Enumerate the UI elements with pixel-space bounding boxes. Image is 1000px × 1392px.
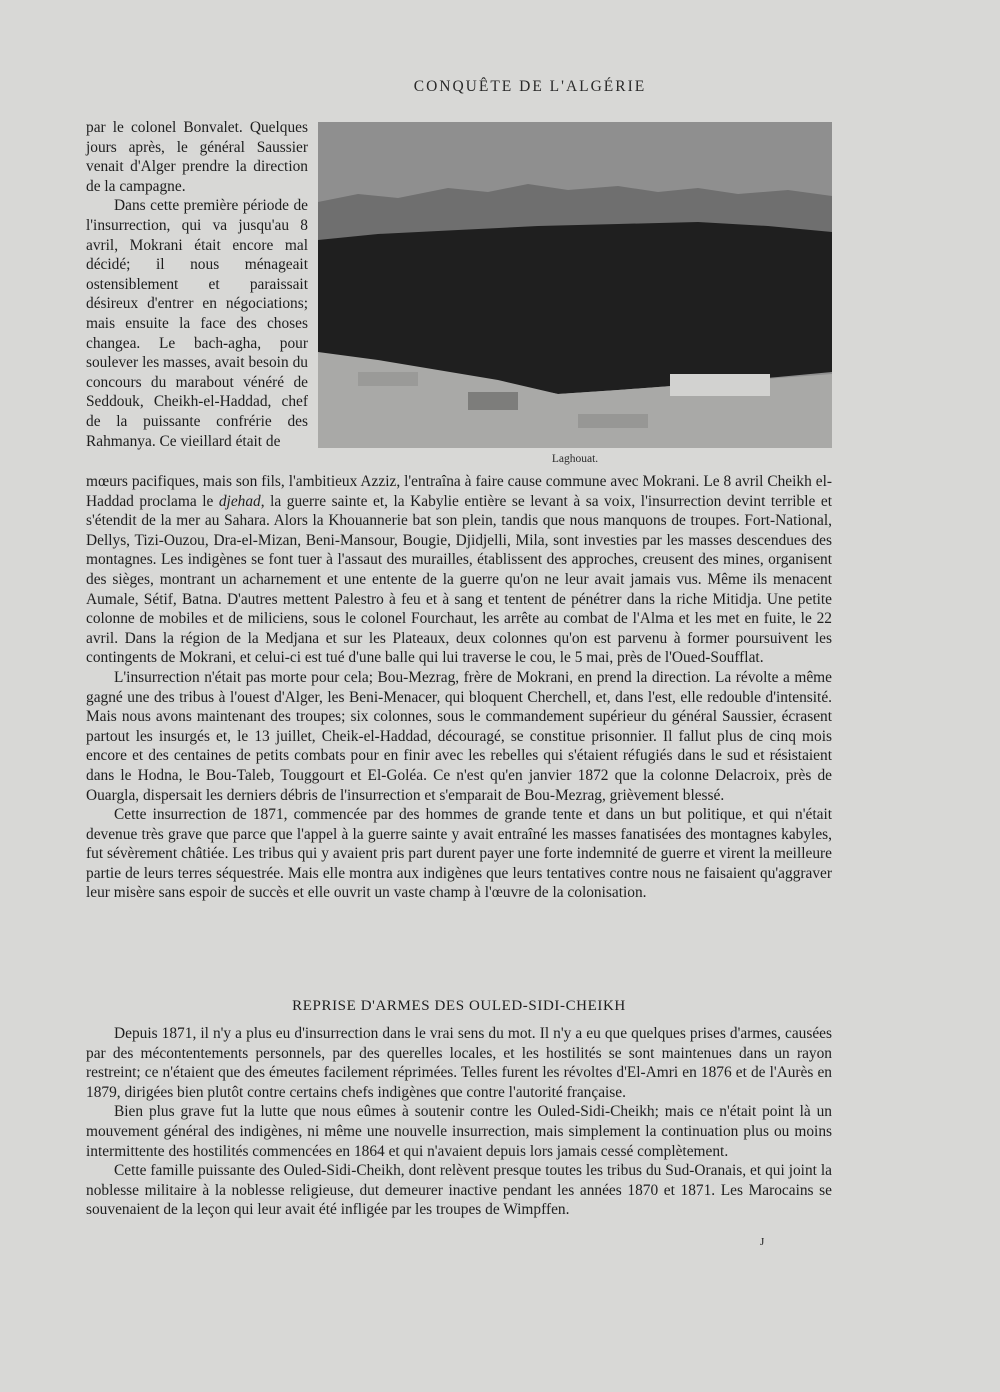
arched-building xyxy=(468,392,518,410)
main-text-block xyxy=(86,472,832,903)
figure-caption: Laghouat. xyxy=(551,453,599,465)
paragraph: Cette insurrection de 1871, commencée par des hommes de grande tente et dans un but politique, et qui n'était devenue très grave que parce que l'appel à la guerre sainte y avait entraîné les masses fanatisées des montagnes kabyles, fut sévèrement châtiée. Les tribus qui y avaient pris part durent payer une forte indemnité de guerre et virent la meilleure partie de leurs terres séquestrée. Mais elle montra aux indigènes que leurs tentatives contre nous ne faisaient qu'aggraver leur misère sans espoir de succès et elle ouvrit un vaste champ à l'œuvre de la colonisation. xyxy=(86,806,832,902)
narrow-column-text xyxy=(86,118,308,451)
house-block xyxy=(578,414,648,428)
house-block xyxy=(358,372,418,386)
text-run: , la guerre sainte et, la Kabylie entière se levant à sa voix, l'insurrection devint terrible et s'étendit de la mer au Sahara. Alors la Khouannerie bat son plein, tandis que nous manquons de troupes. Fort-National, Dellys, Tizi-Ouzou, Dra-el-Mizan, Beni-Mansour, Bougie, Djidjelli, Mila, sont investies par les masses descendues des montagnes. Les indigènes se font tuer à l'assaut des murailles, établissent des approches, creusent des mines, organisent des sièges, montrant un acharnement et une entente de la guerre qu'on ne leur avait jamais vus. Même ils menacent Aumale, Sétif, Batna. D'autres mettent Palestro à feu et à sang et tentent de pénétrer dans la riche Mitidja. Une petite colonne de mobiles et de miliciens, sous le colonel Fourchaut, les arrête au combat de l'Alma et les met en fuite, le 22 avril. Dans la région de la Medjana et sur les Plateaux, deux colonnes qu'on est parvenu à former poursuivent les contingents de Mokrani, et celui-ci est tué d'une balle qui lui traverse le cou, le 5 mai, près de l'Oued-Soufflat. xyxy=(86,492,832,667)
paragraph: Cette famille puissante des Ouled-Sidi-Cheikh, dont relèvent presque toutes les tribus du Sud-Oranais, et qui joint la noblesse militaire à la noblesse religieuse, dut demeurer inactive pendant les années 1870 et 1871. Les Marocains se souvenaient de la leçon qui leur avait été infligée par les troupes de Wimpffen. xyxy=(86,1162,832,1219)
italic-term: djehad xyxy=(218,492,261,510)
paragraph-continuation xyxy=(86,472,832,668)
paragraph: par le colonel Bonvalet. Quelques jours après, le général Saussier venait d'Alger prendre la direction de la campagne. xyxy=(86,119,308,195)
paragraph: L'insurrection n'était pas morte pour cela; Bou-Mezrag, frère de Mokrani, en prend la direction. La révolte a même gagné une des tribus à l'ouest d'Alger, les Beni-Menacer, qui bloquent Cherchell, et, dans l'est, elle redouble d'intensité. Mais nous avons maintenant des troupes; six colonnes, sous le commandement supérieur du général Saussier, écrasent partout les insurgés et, le 13 juillet, Cheik-el-Haddad, découragé, se constitue prisonnier. Il fallut plus de cinq mois encore et des centaines de petits combats pour en finir avec les rebelles qui s'étaient réfugiés dans le sud et résistaient dans le Hodna, le Bou-Taleb, Touggourt et El-Goléa. Ce n'est qu'en janvier 1872 que la colonne Delacroix, près de Ouargla, dispersait les derniers débris de l'insurrection et s'emparait de Bou-Mezrag, grièvement blessé. xyxy=(86,668,832,804)
text-run: mœurs pacifiques, mais son fils, l'ambitieux Azziz, l'entraîna à faire cause commune avec Mokrani. Le 8 avril Cheikh el-Haddad proclama le xyxy=(86,473,832,510)
laghouat-photograph xyxy=(318,122,832,448)
section-heading: REPRISE D'ARMES DES OULED-SIDI-CHEIKH xyxy=(292,998,626,1014)
paragraph: Depuis 1871, il n'y a plus eu d'insurrection dans le vrai sens du mot. Il n'y a eu que quelques prises d'armes, causées par des mécontentements personnels, par des querelles locales, et les hostilités se sont maintenues dans un rayon restreint; ce n'étaient que des émeutes facilement réprimées. Telles furent les révoltes d'El-Amri en 1876 et de l'Aurès en 1879, dirigées bien plutôt contre certains chefs indigènes que contre l'autorité française. xyxy=(86,1025,832,1101)
paragraph: Dans cette première période de l'insurrection, qui va jusqu'au 8 avril, Mokrani était encore mal décidé; il nous ménageait ostensiblement et paraissait désireux d'entrer en négociations; mais ensuite la face des choses changea. Le bach-agha, pour soulever les masses, avait besoin du concours du marabout vénéré de Seddouk, Cheikh-el-Haddad, chef de la puissante confrérie des Rahmanya. Ce vieillard était de xyxy=(86,197,308,450)
running-title: CONQUÊTE DE L'ALGÉRIE xyxy=(413,78,647,95)
landscape-illustration xyxy=(318,122,832,448)
signature-mark: J xyxy=(760,1236,765,1248)
white-building xyxy=(670,374,770,396)
section-text-block xyxy=(86,1024,832,1220)
paragraph: Bien plus grave fut la lutte que nous eûmes à soutenir contre les Ouled-Sidi-Cheikh; mais ce n'était point là un mouvement général des indigènes, ni même une nouvelle insurrection, mais simplement la continuation plus ou moins intermittente des hostilités commencées en 1864 et qui n'avaient depuis lors jamais cessé complètement. xyxy=(86,1103,832,1160)
